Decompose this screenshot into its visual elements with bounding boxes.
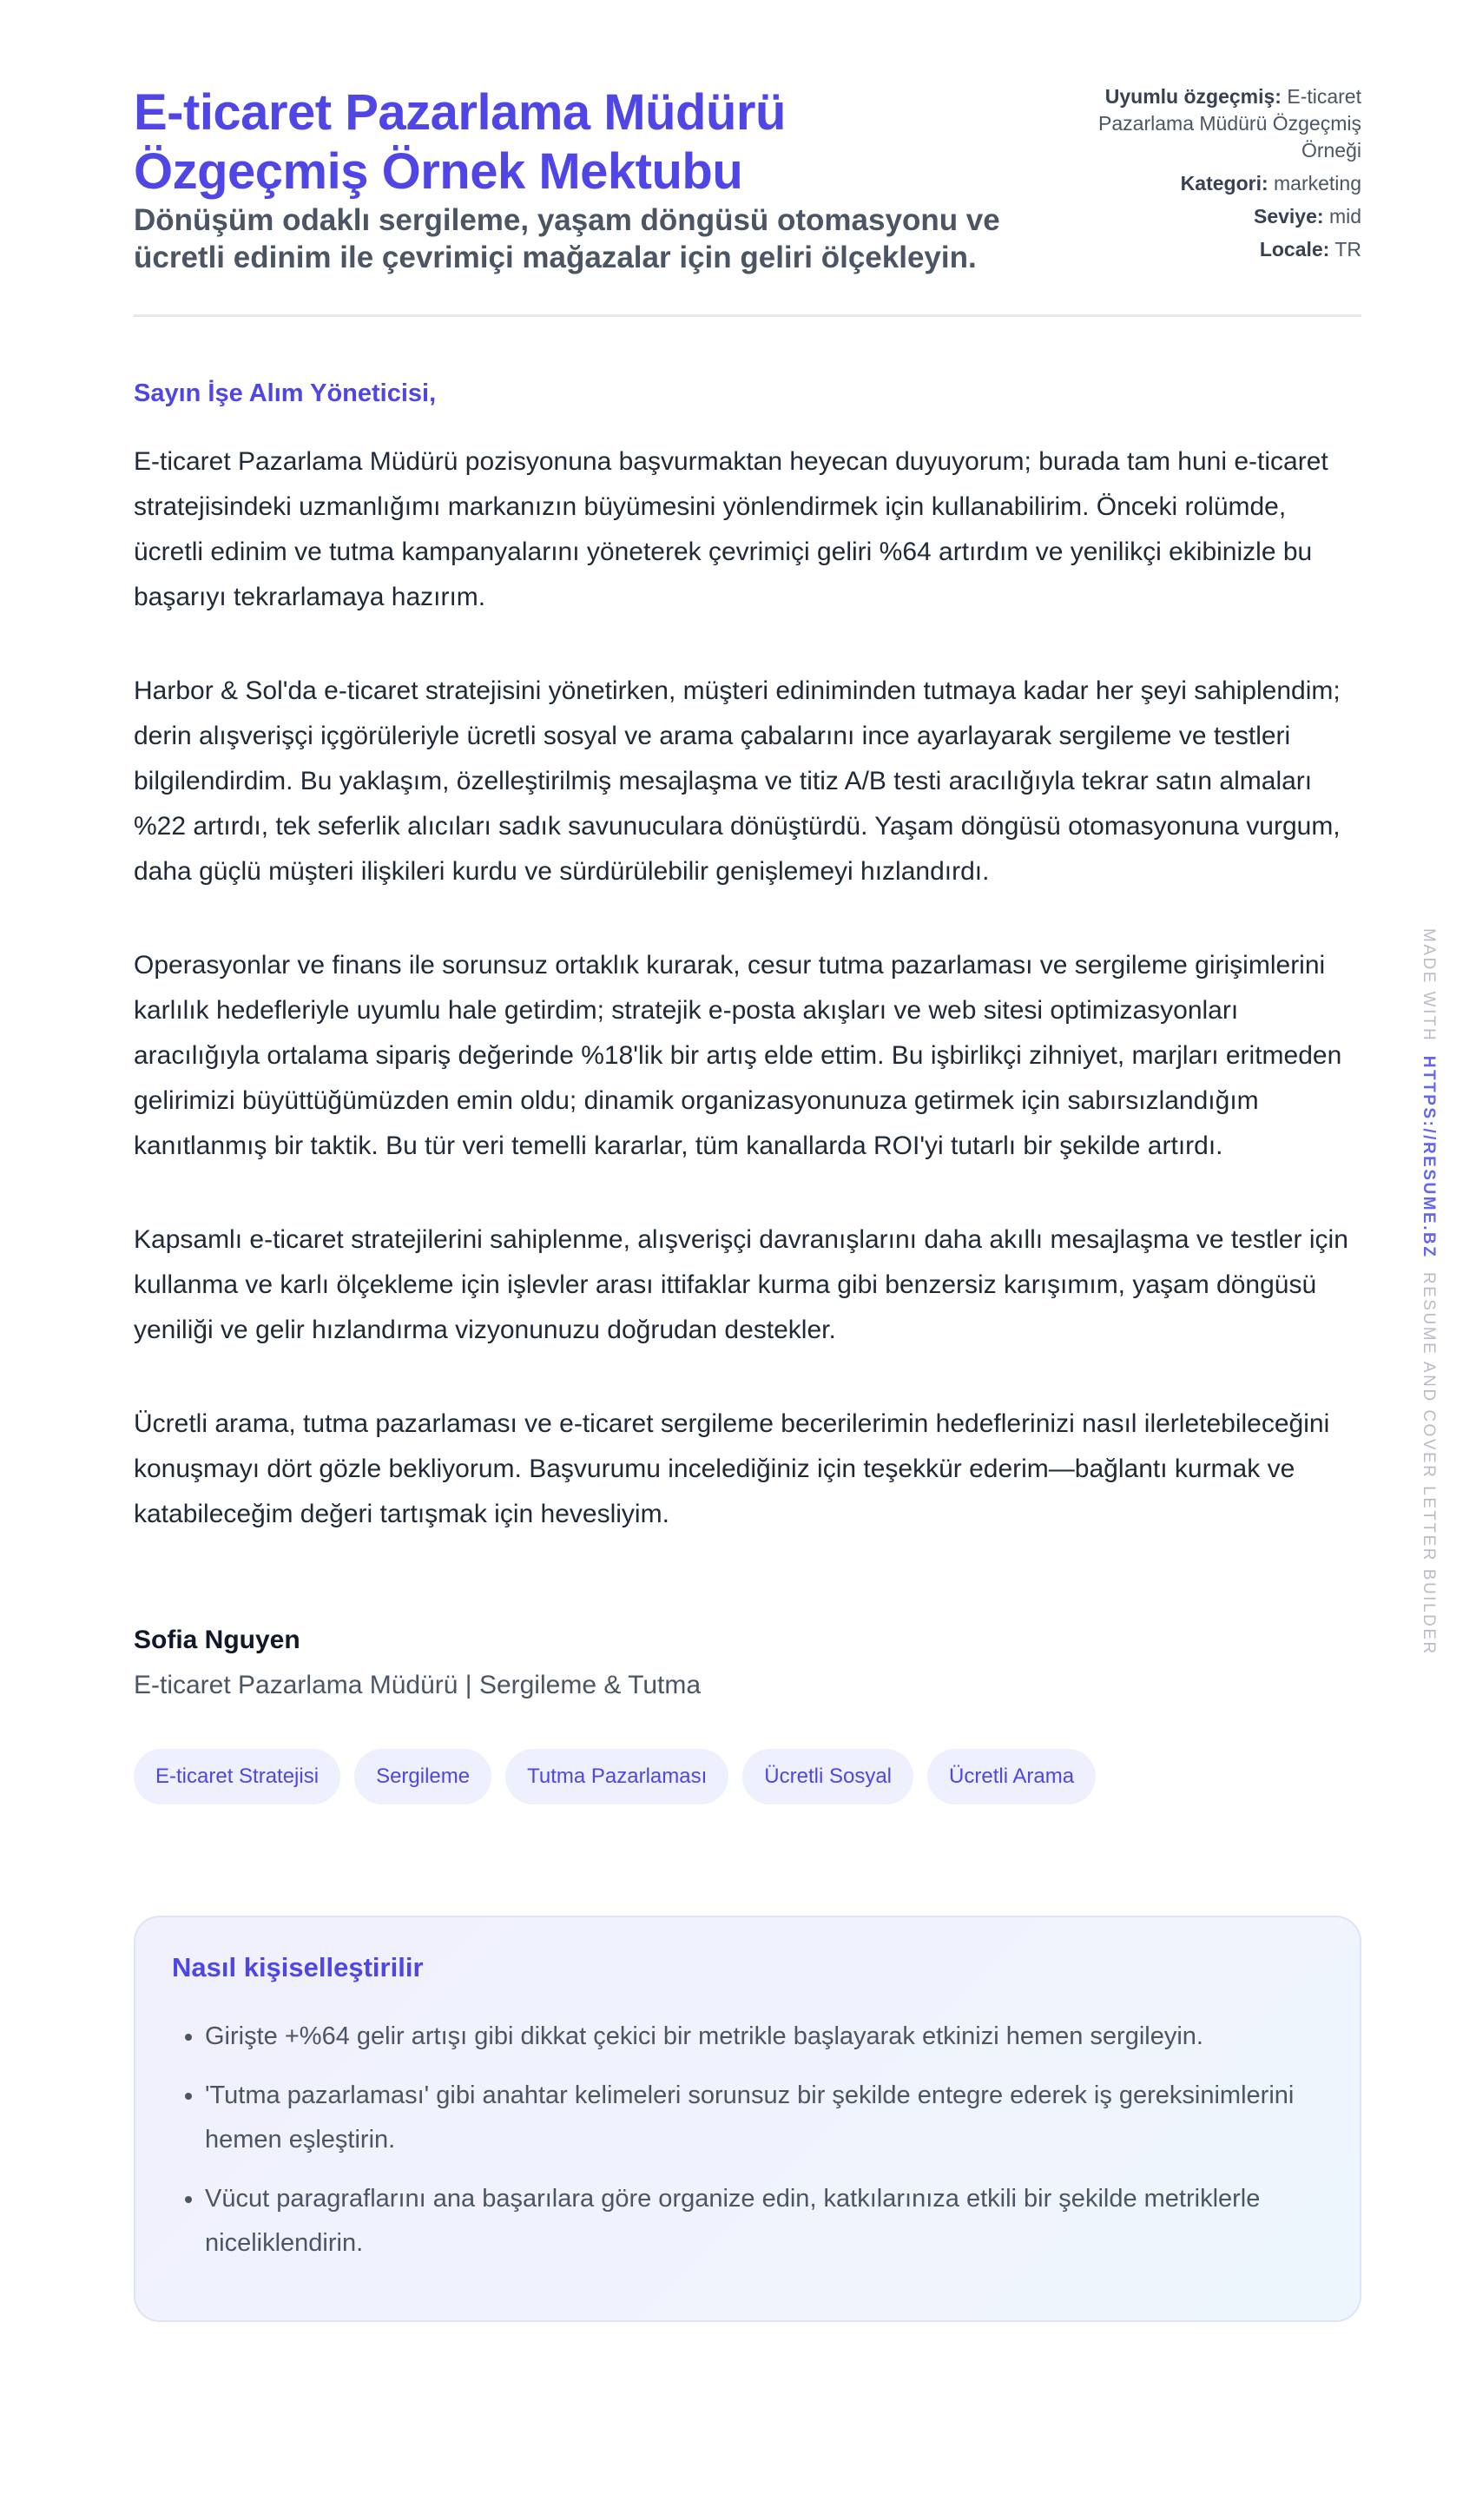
tip-item: • Girişte +%64 gelir artışı gibi dikkat çekici bir metrikle başlayarak etkinizi hemen sergileyin. <box>205 2015 1323 2059</box>
meta-compatible-resume <box>1049 83 1361 164</box>
page <box>134 83 1361 2322</box>
meta-value: TR <box>1334 238 1361 261</box>
side-banner-prefix: MADE WITH <box>1420 928 1438 1043</box>
tag-list <box>134 1749 1361 1804</box>
letter-paragraph: Operasyonlar ve finans ile sorunsuz ortaklık kurarak, cesur tutma pazarlaması ve sergileme girişimlerini karlılık hedefleriyle uyumlu hale getirdim; stratejik e-posta akışları ve web sitesi optimizasyonları aracılığıyla ortalama sipariş değerinde %18'lik bir artış elde ettim. Bu işbirlikçi zihniyet, marjları eritmeden gelirimizi büyüttüğümüzden emin oldu; dinamik organizasyonunuza getirmek için sabırsızlandığım kanıtlanmış bir taktik. Bu tür veri temelli kararlar, tüm kanallarda ROI'yi tutarlı bir şekilde artırdı. <box>134 951 1342 1160</box>
tag: Tutma Pazarlaması <box>505 1749 728 1804</box>
meta-locale <box>1049 236 1361 263</box>
letter-paragraph: Kapsamlı e-ticaret stratejilerini sahiplenme, alışverişçi davranışlarını daha akıllı mesajlaşma ve testler için kullanma ve karlı ölçekleme için işlevler arası ittifaklar kurma gibi benzersiz karışımım, yaşam döngüsü yeniliği ve gelir hızlandırma vizyonunuzu doğrudan destekler. <box>134 1225 1348 1344</box>
meta-category <box>1049 170 1361 197</box>
letter-paragraph: Ücretli arama, tutma pazarlaması ve e-ticaret sergileme becerilerimin hedeflerinizi nasıl ilerletebileceğini konuşmayı dört gözle bekliyorum. Başvurumu incelediğiniz için teşekkür ederim—bağlantı kurmak ve katabileceğim değeri tartışmak için hevesliyim. <box>134 1409 1330 1528</box>
letter-paragraph: E-ticaret Pazarlama Müdürü pozisyonuna başvurmaktan heyecan duyuyorum; burada tam huni e-ticaret stratejisindeki uzmanlığımı markanızın büyümesini yönlendirmek için kullanabilirim. Önceki rolümde, ücretli edinim ve tutma kampanyalarını yöneterek çevrimiçi geliri %64 artırdım ve yenilikçi ekibinizle bu başarıyı tekrarlamaya hazırım. <box>134 447 1328 611</box>
header-left <box>134 83 1002 276</box>
header <box>134 83 1361 276</box>
meta-label: Seviye: <box>1253 205 1324 228</box>
meta-info <box>1049 83 1361 269</box>
meta-value: E-ticaret Pazarlama Müdürü Özgeçmiş Örneği <box>1098 85 1361 162</box>
tips-box <box>134 1916 1361 2322</box>
meta-level <box>1049 203 1361 230</box>
signature-title: E-ticaret Pazarlama Müdürü | Sergileme & Tutma <box>134 1671 702 1699</box>
tag: Ücretli Sosyal <box>742 1749 913 1804</box>
meta-label: Locale: <box>1259 238 1330 261</box>
divider <box>134 314 1361 317</box>
tip-item: • Vücut paragraflarını ana başarılara göre organize edin, katkılarınıza etkili bir şekilde metriklerle niceliklendirin. <box>205 2177 1323 2266</box>
meta-label: Uyumlu özgeçmiş: <box>1104 85 1282 108</box>
tag: Sergileme <box>354 1749 491 1804</box>
side-banner <box>1419 928 1438 1656</box>
tip-item: • 'Tutma pazarlaması' gibi anahtar kelimeleri sorunsuz bir şekilde entegre ederek iş gereksinimlerini hemen eşleştirin. <box>205 2074 1323 2162</box>
salutation: Sayın İşe Alım Yöneticisi, <box>134 379 437 407</box>
tag: Ücretli Arama <box>927 1749 1096 1804</box>
meta-value: mid <box>1328 205 1361 228</box>
letter-paragraph: Harbor & Sol'da e-ticaret stratejisini yönetirken, müşteri ediniminden tutmaya kadar her şeyi sahiplendim; derin alışverişçi içgörüleriyle ücretli sosyal ve arama çabalarını ince ayarlayarak sergileme ve testleri bilgilendirdim. Bu yaklaşım, özelleştirilmiş mesajlaşma ve titiz A/B testi aracılığıyla tekrar satın almaları %22 artırdı, tek seferlik alıcıları sadık savunuculara dönüştürdü. Yaşam döngüsü otomasyonuna vurgum, daha güçlü müşteri ilişkileri kurdu ve sürdürülebilir genişlemeyi hızlandırdı. <box>134 676 1341 886</box>
resume-bz-link[interactable]: HTTPS://RESUME.BZ <box>1420 1055 1438 1259</box>
meta-label: Kategori: <box>1180 172 1268 195</box>
meta-value: marketing <box>1274 172 1361 195</box>
tips-list <box>172 2015 1323 2266</box>
tag: E-ticaret Stratejisi <box>134 1749 340 1804</box>
page-subtitle: Dönüşüm odaklı sergileme, yaşam döngüsü otomasyonu ve ücretli edinim ile çevrimiçi mağazalar için geliri ölçekleyin. <box>134 203 1000 274</box>
signature-name: Sofia Nguyen <box>134 1626 300 1654</box>
page-title: E-ticaret Pazarlama Müdürü Özgeçmiş Örnek Mektubu <box>134 84 786 200</box>
tips-title: Nasıl kişiselleştirilir <box>172 1952 424 1982</box>
side-banner-suffix: RESUME AND COVER LETTER BUILDER <box>1420 1271 1438 1656</box>
